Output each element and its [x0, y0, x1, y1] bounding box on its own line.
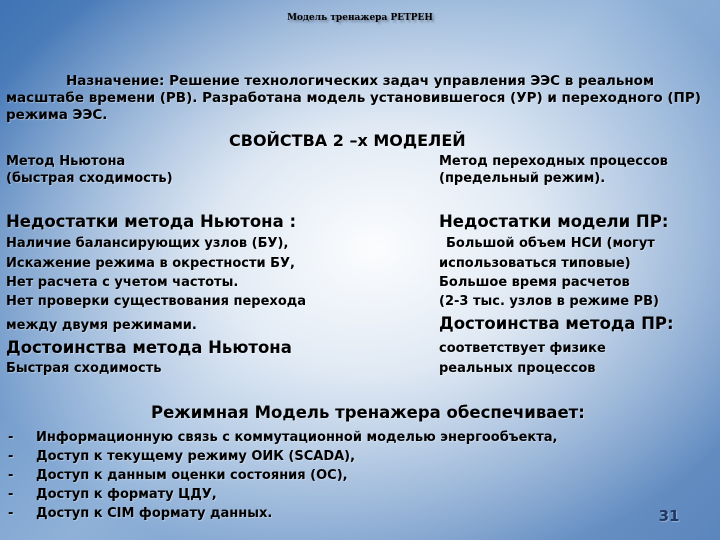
page-title: Модель тренажера РЕТРЕН [287, 13, 433, 23]
right-drawbacks-title: Недостатки модели ПР: [439, 212, 669, 231]
provides-item: Доступ к CIM формату данных. [36, 506, 273, 521]
right-drawback-item: Большое время расчетов [439, 275, 630, 290]
right-advantages-title: Достоинства метода ПР: [439, 314, 674, 333]
right-drawback-item: Большой объем НСИ (могут [446, 236, 655, 251]
left-advantage-item: Быстрая сходимость [6, 361, 162, 376]
right-drawback-item: использоваться типовые) [439, 256, 631, 271]
provides-title: Режимная Модель тренажера обеспечивает: [151, 403, 585, 422]
left-drawback-item: между двумя режимами. [6, 318, 197, 333]
provides-item: Доступ к текущему режиму ОИК (SCADA), [36, 449, 356, 464]
provides-bullet: - [8, 430, 14, 445]
provides-bullet: - [8, 449, 14, 464]
provides-bullet: - [8, 487, 14, 502]
purpose-line-3: режима ЭЭС. [6, 107, 108, 123]
properties-title: СВОЙСТВА 2 –х МОДЕЛЕЙ [229, 131, 466, 150]
provides-item: Доступ к формату ЦДУ, [36, 487, 217, 502]
provides-item: Информационную связь с коммутационной моделью энергообъекта, [36, 430, 558, 445]
left-method-line-2: (быстрая сходимость) [6, 171, 173, 186]
right-method-line-2: (предельный режим). [439, 171, 606, 186]
page-number: 31 [658, 507, 680, 525]
left-advantages-title: Достоинства метода Ньютона [6, 338, 292, 357]
provides-bullet: - [8, 506, 14, 521]
provides-bullet: - [8, 468, 14, 483]
left-drawback-item: Наличие балансирующих узлов (БУ), [6, 236, 289, 251]
left-method-line-1: Метод Ньютона [6, 154, 126, 169]
right-advantage-item: соответствует физике [439, 341, 606, 356]
left-drawback-item: Нет проверки существования перехода [6, 294, 307, 309]
purpose-line-2: масштабе времени (РВ). Разработана модель установившегося (УР) и переходного (ПР) [6, 90, 701, 106]
right-drawback-item: (2-3 тыс. узлов в режиме РВ) [439, 294, 659, 309]
left-drawbacks-title: Недостатки метода Ньютона : [6, 212, 297, 231]
left-drawback-item: Нет расчета с учетом частоты. [6, 275, 239, 290]
purpose-line-1: Назначение: Решение технологических задач управления ЭЭС в реальном [66, 73, 654, 89]
right-method-line-1: Метод переходных процессов [439, 154, 668, 169]
right-advantage-item: реальных процессов [439, 361, 596, 376]
left-drawback-item: Искажение режима в окрестности БУ, [6, 256, 295, 271]
provides-item: Доступ к данным оценки состояния (ОС), [36, 468, 348, 483]
